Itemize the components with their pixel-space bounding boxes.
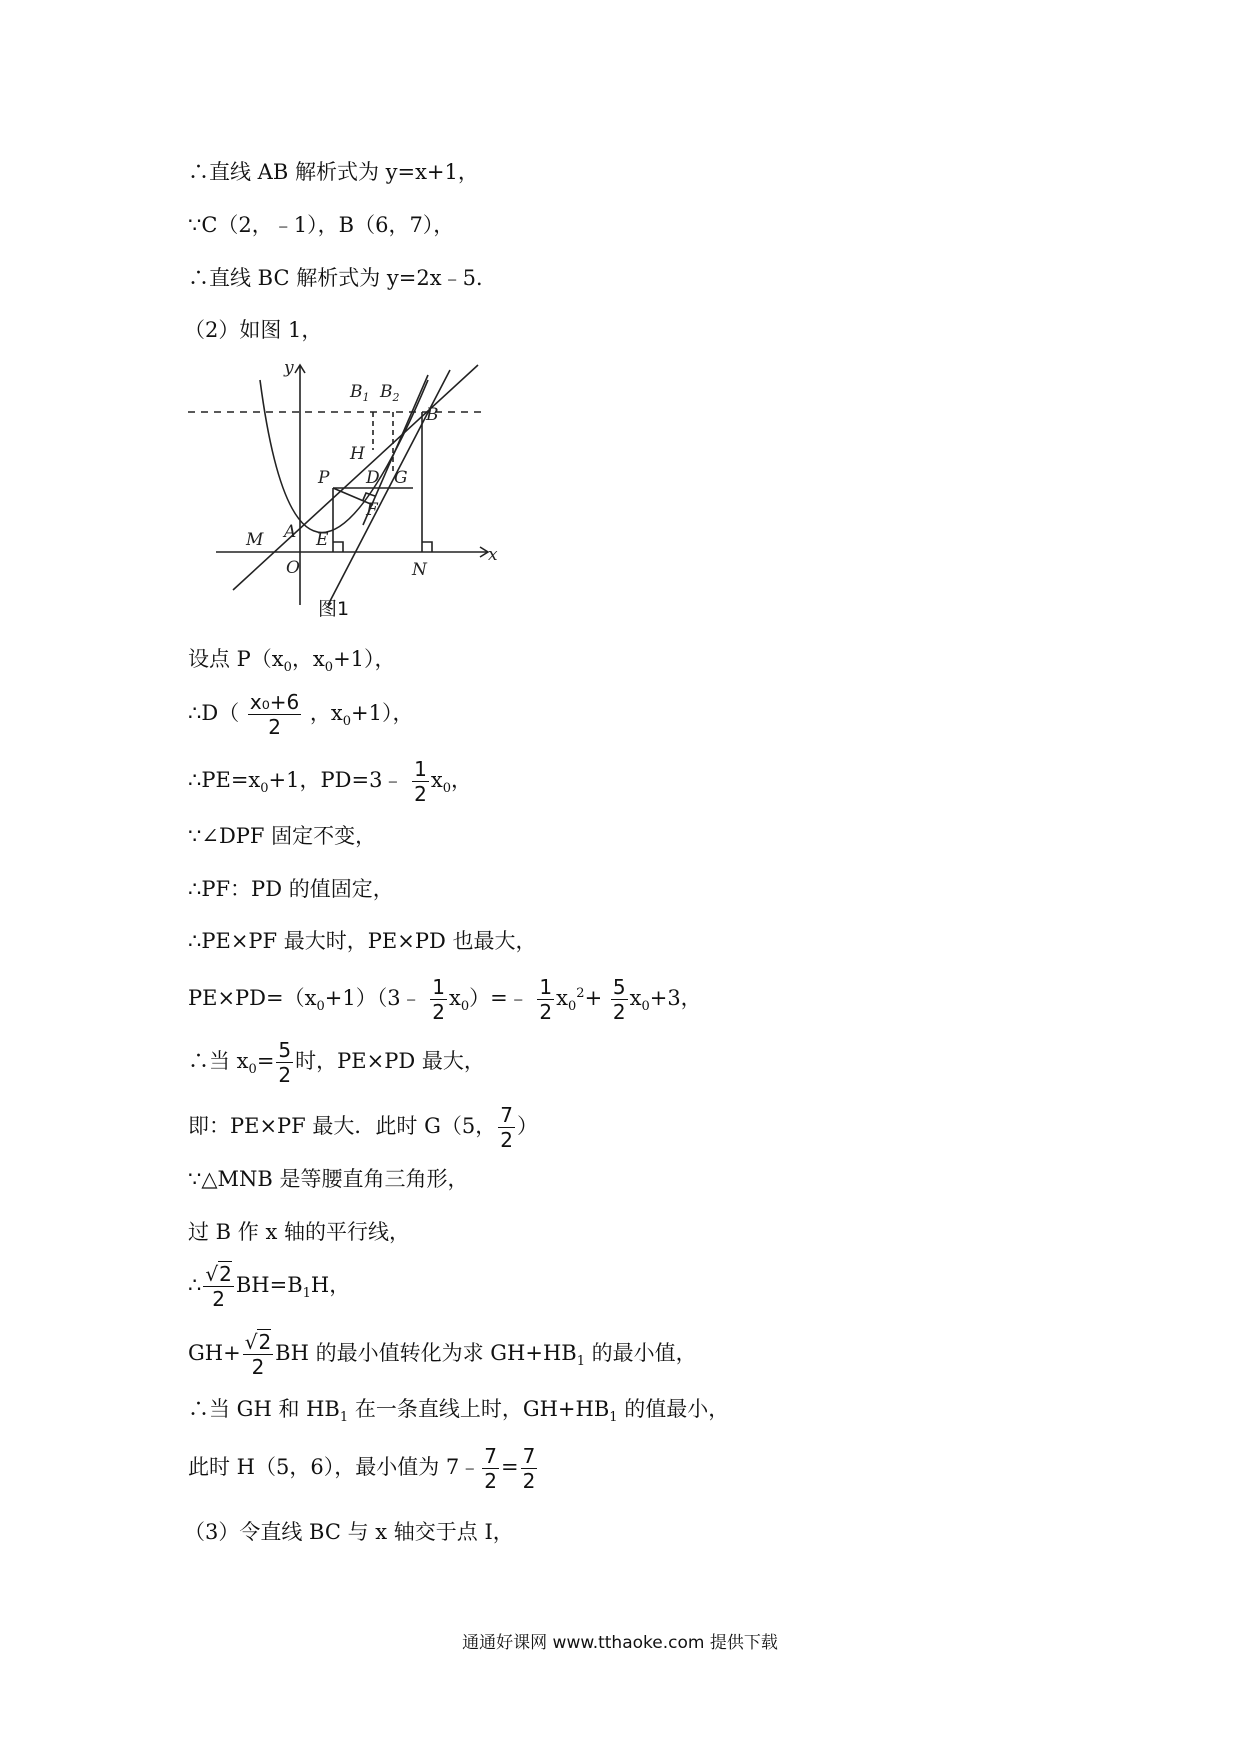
line-pe-times-pd: $PE\times PD=(x_0+1)(3﹣$ $\frac{1}{2}$ $x_0)=﹣$ $\frac{1}{2}$ $x_0^2+$ $\frac{5}{2}$ $x_0+3$，: [188, 975, 702, 1024]
footer-source: 通通好课网 www.tthaoke.com 提供下载: [462, 1633, 778, 1653]
label-x: x: [488, 545, 498, 565]
fraction-seven-halves-3: $\frac{7}{2}$: [522, 1444, 536, 1493]
figure-caption: 图1: [318, 598, 350, 620]
label-g: G: [394, 468, 408, 488]
fraction-x0-plus6-over2: $\frac{\text{x₀+6}}{2}$: [249, 690, 300, 739]
label-d: D: [366, 468, 380, 488]
fraction-seven-halves: $\frac{7}{2}$: [500, 1103, 513, 1152]
figure-1: [188, 355, 508, 630]
label-f: F: [366, 500, 378, 520]
line-point-h-min: 此时 H（5，6），最小值为 7﹣ $\frac{7}{2}$ = $\frac{7}{2}$: [188, 1444, 536, 1493]
label-b2: $B_2$: [380, 382, 400, 404]
fraction-sqrt2-over2: $\frac{√2}{2}$: [205, 1262, 232, 1311]
line-points-cb: ∵C（2，﹣1），B（6，7），: [188, 213, 455, 237]
line-triangle-mnb: ∵△MNB 是等腰直角三角形，: [188, 1167, 469, 1191]
line-point-d: ∴D（ $\frac{\text{x₀+6}}{2}$ ，$x_0+1$），: [188, 690, 414, 739]
line-bc-equation: ∴直线 BC 解析式为 y=2x﹣5．: [188, 266, 497, 290]
fraction-sqrt2-over2-2: $\frac{√2}{2}$: [244, 1330, 272, 1379]
fraction-half-3: $\frac{1}{2}$: [539, 975, 553, 1024]
line-when-x0: ∴当 $x_0=$ $\frac{5}{2}$ 时，PE×PD 最大，: [188, 1038, 485, 1087]
line-ab-equation: ∴直线 AB 解析式为 y=x+1，: [188, 160, 479, 184]
fraction-five-halves: $\frac{5}{2}$: [612, 975, 626, 1024]
line-pf-pd-ratio: ∴PF：PD 的值固定，: [188, 877, 394, 901]
label-a: A: [284, 522, 297, 542]
fraction-half-2: $\frac{1}{2}$: [432, 975, 445, 1024]
label-h: H: [350, 444, 365, 464]
line-set-p: 设点 $P(x_0$，$x_0+1$），: [188, 647, 396, 676]
line-collinear: ∴当 GH 和 $HB_1$ 在一条直线上时，$GH+HB_1$ 的值最小，: [188, 1397, 730, 1426]
parabola: [260, 380, 428, 533]
line-parallel: 过 B 作 x 轴的平行线，: [188, 1220, 410, 1244]
line-angle-dpf: ∵∠DPF 固定不变，: [188, 824, 377, 848]
line-part3: （3）令直线 BC 与 x 轴交于点 I，: [184, 1520, 514, 1544]
fraction-half: $\frac{1}{2}$: [414, 757, 427, 806]
line-pe-pd: $\therefore PE=x_0+1$，PD=3﹣ $\frac{1}{2}$ $x_0$，: [188, 757, 472, 806]
fraction-seven-halves-2: $\frac{7}{2}$: [484, 1444, 497, 1493]
label-e: E: [316, 530, 329, 550]
fraction-five-halves-2: $\frac{5}{2}$: [278, 1038, 292, 1087]
label-y: y: [284, 358, 294, 378]
line-bh-b1h: ∴ $\frac{√2}{2}$ $BH=B_1H$，: [188, 1262, 351, 1311]
line-gh-min: GH+ $\frac{√2}{2}$ BH 的最小值转化为求 $GH+HB_1$ 的最小值，: [188, 1330, 697, 1379]
line-point-g: 即：PE×PF 最大．此时 G（5， $\frac{7}{2}$ ）: [188, 1103, 538, 1152]
label-o: O: [286, 558, 300, 578]
label-n: N: [412, 560, 427, 580]
label-b: B: [426, 405, 439, 425]
label-m: M: [246, 530, 264, 550]
label-b1: $B_1$: [350, 382, 370, 404]
label-p: P: [318, 468, 330, 488]
line-max-product: ∴PE×PF 最大时，PE×PD 也最大，: [188, 929, 537, 953]
line-part2: （2）如图 1，: [184, 318, 323, 342]
